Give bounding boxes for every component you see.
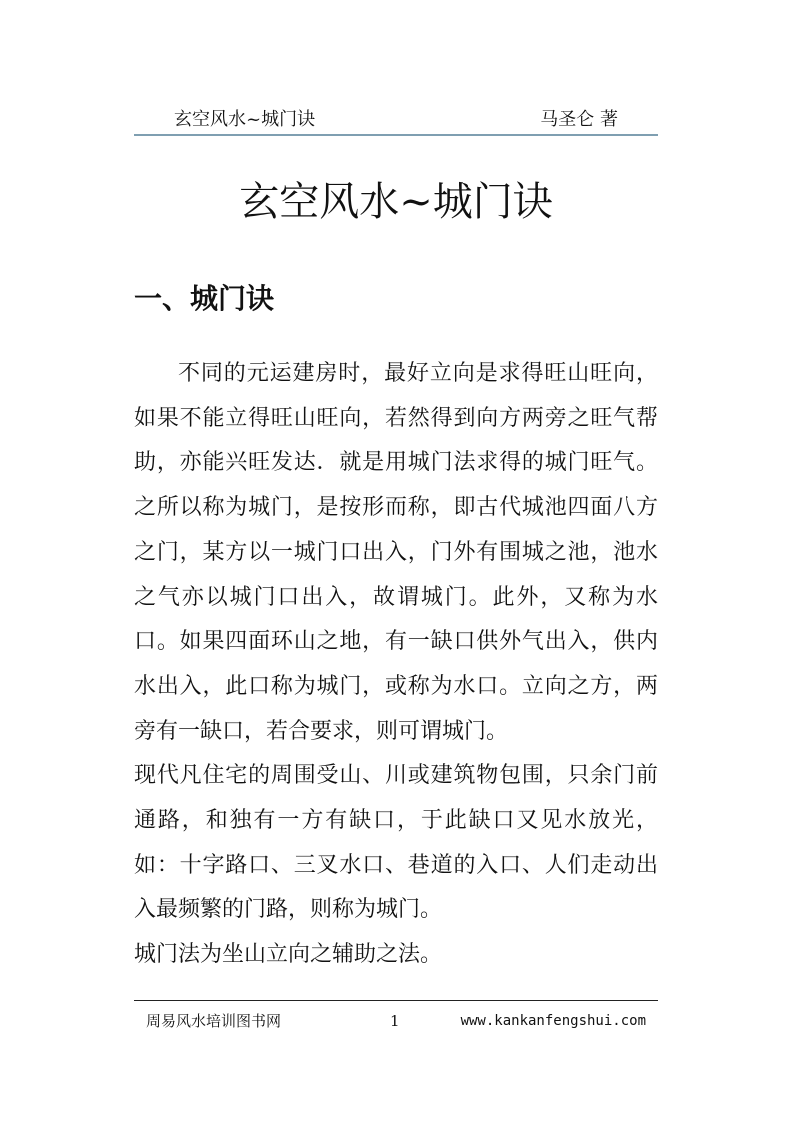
header-title: 玄空风水~城门诀 [174,109,316,130]
header-author: 马圣仑 著 [540,109,618,130]
running-header [134,107,658,137]
footer-website-link[interactable]: www.kankanfengshui.com [460,1013,646,1029]
paragraph: 现代凡住宅的周围受山、川或建筑物包围，只余门前通路，和独有一方有缺口，于此缺口又见水放光，如：十字路口、三叉水口、巷道的入口、人们走动出入最频繁的门路，则称为城门。 [134,763,658,923]
footer-publisher: 周易风水培训图书网 [146,1012,282,1030]
header-divider [134,134,658,136]
page-number: 1 [390,1012,400,1030]
document-title: 玄空风水~城门诀 [239,179,553,225]
paragraph: 不同的元运建房时，最好立向是求得旺山旺向，如果不能立得旺山旺向，若然得到向方两旁之旺气帮助，亦能兴旺发达．就是用城门法求得的城门旺气。之所以称为城门，是按形而称，即古代城池四面八方之门，某方以一城门口出入，门外有围城之池，池水之气亦以城门口出入，故谓城门。此外，又称为水口。如果四面环山之地，有一缺口供外气出入，供内水出入，此口称为城门，或称为水口。立向之方，两旁有一缺口，若合要求，则可谓城门。 [134,361,658,744]
paragraph: 城门法为坐山立向之辅助之法。 [134,942,443,968]
section-heading: 一、城门诀 [134,282,275,315]
running-footer [134,1010,658,1034]
body-text [134,352,658,978]
footer-divider [134,1000,658,1001]
